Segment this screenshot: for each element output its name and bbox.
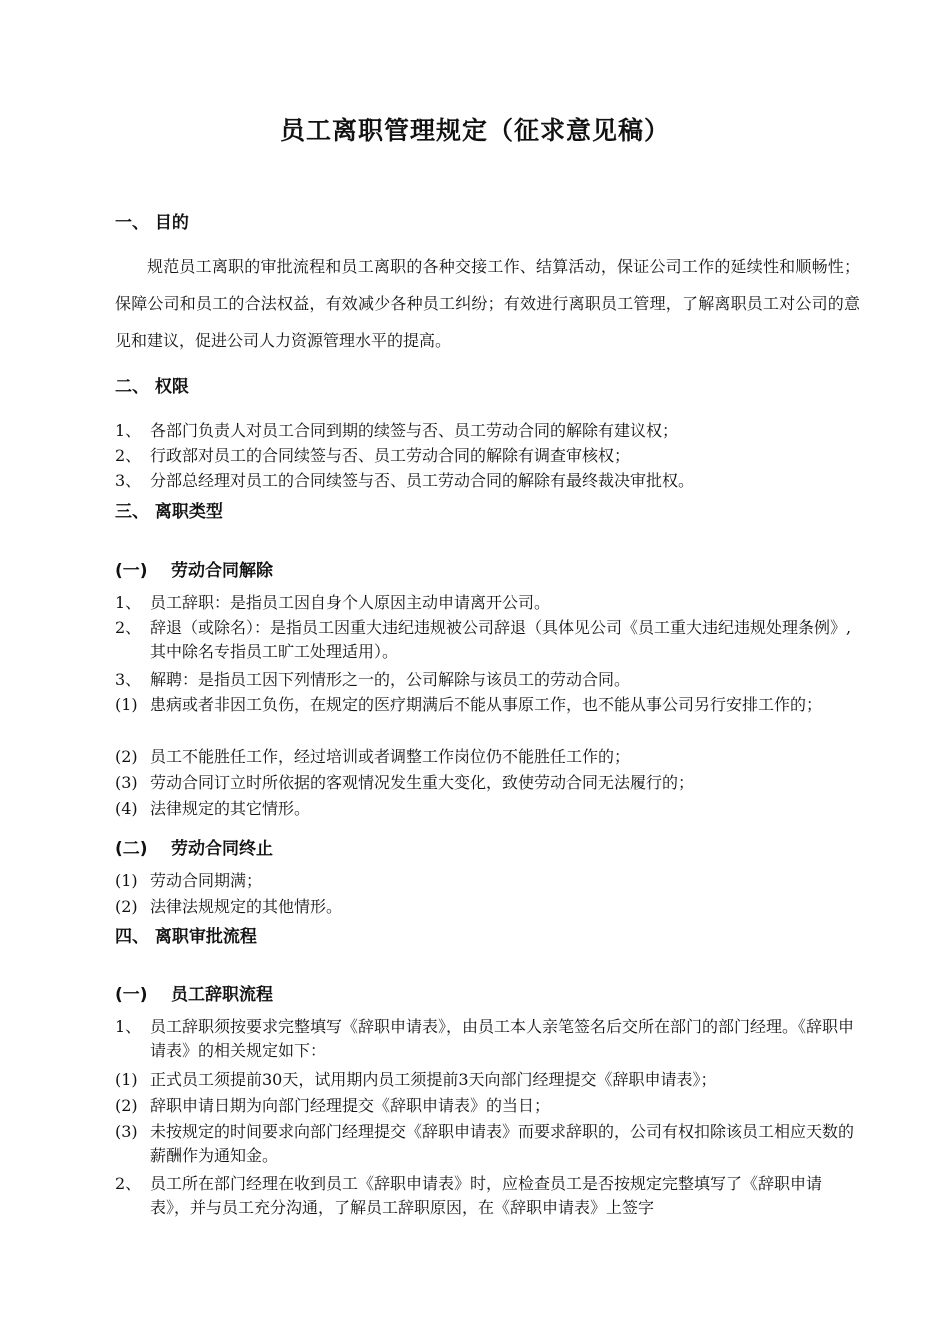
list-number: 3、	[115, 670, 142, 689]
list-number: (1)	[115, 1070, 138, 1089]
subsection-title: 员工辞职流程	[171, 985, 273, 1005]
list-item	[115, 1172, 860, 1220]
subsection-number: (一)	[115, 561, 148, 581]
list-item	[115, 1015, 860, 1063]
list-text: 正式员工须提前30天，试用期内员工须提前3天向部门经理提交《辞职申请表》；	[150, 1070, 717, 1089]
list-number: (2)	[115, 897, 138, 916]
list-item	[115, 1094, 860, 1118]
subsection-number: (一)	[115, 985, 148, 1005]
section-heading-approval-process: 四、 离职审批流程	[115, 927, 257, 947]
list-text: 员工不能胜任工作，经过培训或者调整工作岗位仍不能胜任工作的；	[150, 747, 631, 766]
list-text: 员工辞职须按要求完整填写《辞职申请表》，由员工本人亲笔签名后交所在部门的部门经理。《辞职申请表》的相关规定如下：	[150, 1017, 855, 1060]
list-item	[115, 1068, 860, 1092]
list-item	[115, 1120, 860, 1168]
list-text: 劳动合同期满；	[150, 871, 263, 890]
list-text: 各部门负责人对员工合同到期的续签与否、员工劳动合同的解除有建议权；	[150, 421, 679, 440]
subsection-heading	[115, 556, 273, 581]
list-item	[115, 591, 860, 615]
section-heading-types: 三、 离职类型	[115, 502, 223, 522]
list-text: 辞退（或除名）：是指员工因重大违纪违规被公司辞退（具体见公司《员工重大违纪违规处理条例》,其中除名专指员工旷工处理适用）。	[150, 618, 852, 661]
list-text: 员工所在部门经理在收到员工《辞职申请表》时，应检查员工是否按规定完整填写了《辞职申请表》，并与员工充分沟通，了解员工辞职原因，在《辞职申请表》上签字	[150, 1174, 823, 1217]
list-number: (2)	[115, 747, 138, 766]
section-heading-purpose: 一、 目的	[115, 213, 189, 233]
subsection-title: 劳动合同终止	[171, 839, 273, 859]
list-text: 解聘：是指员工因下列情形之一的，公司解除与该员工的劳动合同。	[150, 670, 631, 689]
list-item	[115, 693, 860, 717]
list-number: (3)	[115, 1122, 138, 1141]
list-number: (1)	[115, 871, 138, 890]
list-text: 法律规定的其它情形。	[150, 799, 311, 818]
list-item	[115, 895, 860, 919]
list-number: 1、	[115, 421, 142, 440]
section-heading-authority: 二、 权限	[115, 377, 189, 397]
subsection-title: 劳动合同解除	[171, 561, 273, 581]
list-text: 法律法规规定的其他情形。	[150, 897, 343, 916]
purpose-paragraph: 规范员工离职的审批流程和员工离职的各种交接工作、结算活动，保证公司工作的延续性和顺畅性；保障公司和员工的合法权益，有效减少各种员工纠纷；有效进行离职员工管理，了解离职员工对公司的意见和建议，促进公司人力资源管理水平的提高。	[115, 257, 860, 350]
list-number: 2、	[115, 618, 142, 637]
list-number: (2)	[115, 1096, 138, 1115]
list-number: (4)	[115, 799, 138, 818]
list-item	[115, 745, 860, 769]
list-text: 行政部对员工的合同续签与否、员工劳动合同的解除有调查审核权；	[150, 446, 631, 465]
subsection-number: (二)	[115, 839, 148, 859]
list-number: 3、	[115, 471, 142, 490]
list-text: 员工辞职：是指员工因自身个人原因主动申请离开公司。	[150, 593, 551, 612]
list-item	[115, 668, 860, 692]
list-text: 分部总经理对员工的合同续签与否、员工劳动合同的解除有最终裁决审批权。	[150, 471, 695, 490]
list-text: 未按规定的时间要求向部门经理提交《辞职申请表》而要求辞职的，公司有权扣除该员工相应天数的薪酬作为通知金。	[150, 1122, 855, 1165]
list-number: 2、	[115, 446, 142, 465]
list-item	[115, 869, 860, 893]
list-number: 1、	[115, 593, 142, 612]
document-title: 员工离职管理规定（征求意见稿）	[279, 116, 670, 145]
list-item	[115, 419, 860, 443]
list-item	[115, 469, 860, 493]
subsection-heading	[115, 834, 273, 859]
list-number: 2、	[115, 1174, 142, 1193]
list-item	[115, 797, 860, 821]
list-item	[115, 616, 860, 664]
list-number: (3)	[115, 773, 138, 792]
list-number: 1、	[115, 1017, 142, 1036]
list-item	[115, 444, 860, 468]
list-item	[115, 771, 860, 795]
list-number: (1)	[115, 695, 138, 714]
list-text: 辞职申请日期为向部门经理提交《辞职申请表》的当日；	[150, 1096, 551, 1115]
list-text: 劳动合同订立时所依据的客观情况发生重大变化，致使劳动合同无法履行的；	[150, 773, 695, 792]
subsection-heading	[115, 980, 273, 1005]
list-text: 患病或者非因工负伤，在规定的医疗期满后不能从事原工作，也不能从事公司另行安排工作的；	[150, 695, 823, 714]
